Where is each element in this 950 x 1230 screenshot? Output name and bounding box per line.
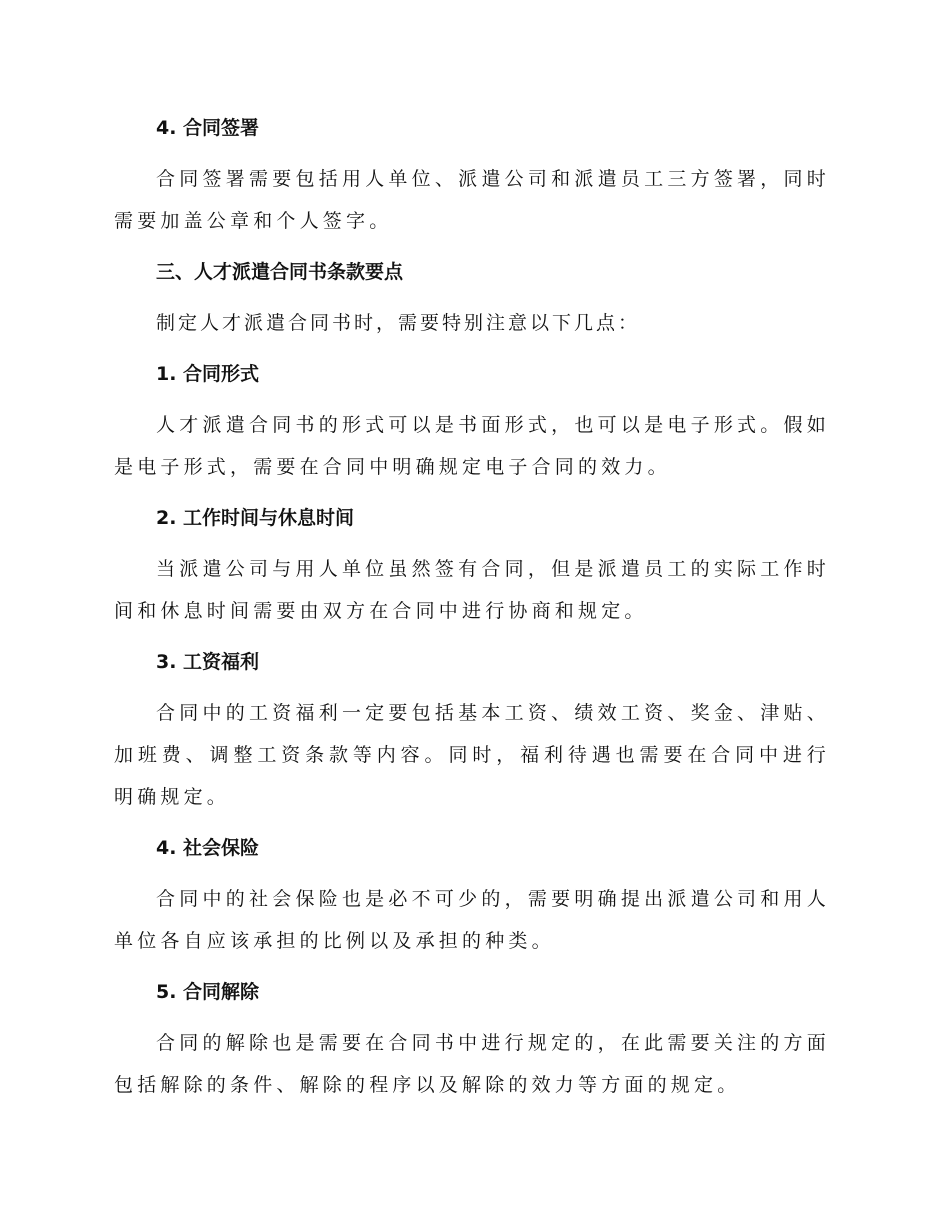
paragraph: 当派遣公司与用人单位虽然签有合同，但是派遣员工的实际工作时间和休息时间需要由双方在合同中进行协商和规定。 <box>114 558 830 622</box>
section-heading: 2. 工作时间与休息时间 <box>156 507 355 529</box>
document-body <box>114 108 830 1116</box>
paragraph: 合同中的工资福利一定要包括基本工资、绩效工资、奖金、津贴、加班费、调整工资条款等内容。同时，福利待遇也需要在合同中进行明确规定。 <box>114 702 830 808</box>
paragraph: 制定人才派遣合同书时，需要特别注意以下几点： <box>156 312 641 334</box>
paragraph: 合同中的社会保险也是必不可少的，需要明确提出派遣公司和用人单位各自应该承担的比例以及承担的种类。 <box>114 888 830 952</box>
section-heading: 4. 合同签署 <box>156 117 260 139</box>
section-heading: 3. 工资福利 <box>156 651 260 673</box>
section-heading: 5. 合同解除 <box>156 981 260 1003</box>
section-heading: 1. 合同形式 <box>156 363 260 385</box>
section-heading: 4. 社会保险 <box>156 837 260 859</box>
paragraph: 人才派遣合同书的形式可以是书面形式，也可以是电子形式。假如是电子形式，需要在合同中明确规定电子合同的效力。 <box>114 414 830 478</box>
paragraph: 合同签署需要包括用人单位、派遣公司和派遣员工三方签署，同时需要加盖公章和个人签字。 <box>114 168 830 232</box>
section-heading: 三、人才派遣合同书条款要点 <box>156 261 404 283</box>
paragraph: 合同的解除也是需要在合同书中进行规定的，在此需要关注的方面包括解除的条件、解除的程序以及解除的效力等方面的规定。 <box>114 1032 830 1096</box>
